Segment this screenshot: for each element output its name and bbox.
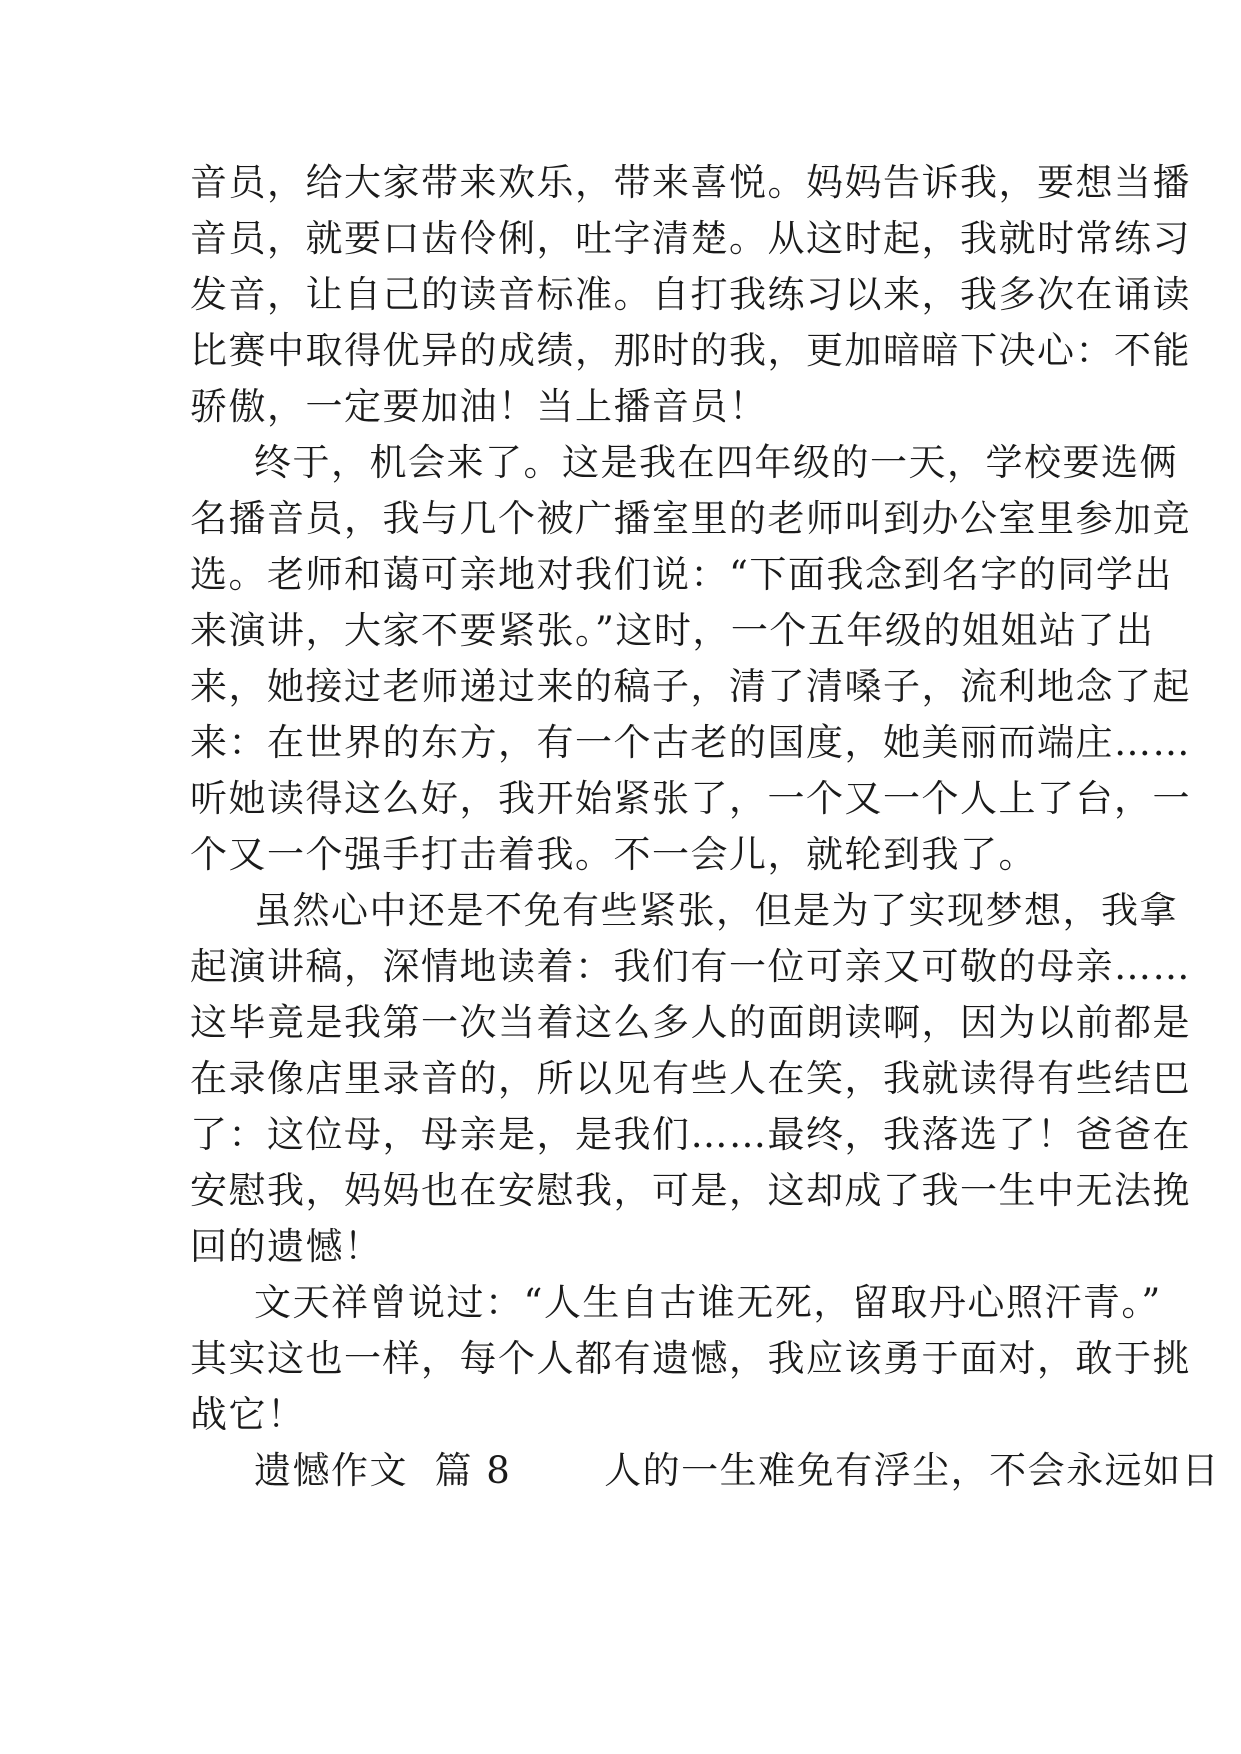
text-line: 名播音员，我与几个被广播室里的老师叫到办公室里参加竞 xyxy=(190,497,1191,540)
text-line: 了：这位母，母亲是，是我们……最终，我落选了！爸爸在 xyxy=(190,1113,1191,1156)
text-line: 起演讲稿，深情地读着：我们有一位可亲又可敬的母亲…… xyxy=(190,945,1191,988)
paragraph-start-line: 终于，机会来了。这是我在四年级的一天，学校要选俩 xyxy=(254,441,1178,484)
text-line: 来：在世界的东方，有一个古老的国度，她美丽而端庄…… xyxy=(190,721,1191,764)
paragraph-start-line: 文天祥曾说过：“人生自古谁无死，留取丹心照汗青。” xyxy=(254,1281,1162,1324)
text-line: 安慰我，妈妈也在安慰我，可是，这却成了我一生中无法挽 xyxy=(190,1169,1191,1212)
text-line: 这毕竟是我第一次当着这么多人的面朗读啊，因为以前都是 xyxy=(190,1001,1191,1044)
text-line: 来演讲，大家不要紧张。”这时，一个五年级的姐姐站了出 xyxy=(190,609,1155,652)
text-line: 音员，给大家带来欢乐，带来喜悦。妈妈告诉我，要想当播 xyxy=(190,161,1191,204)
text-line: 回的遗憾！ xyxy=(190,1225,383,1268)
text-line: 骄傲，一定要加油！当上播音员！ xyxy=(190,385,768,428)
text-line: 比赛中取得优异的成绩，那时的我，更加暗暗下决心：不能 xyxy=(190,329,1191,372)
text-line: 战它！ xyxy=(190,1393,306,1436)
text-line: 听她读得这么好，我开始紧张了，一个又一个人上了台，一 xyxy=(190,777,1191,820)
text-line: 发音，让自己的读音标准。自打我练习以来，我多次在诵读 xyxy=(190,273,1191,316)
text-line: 其实这也一样，每个人都有遗憾，我应该勇于面对，敢于挑 xyxy=(190,1337,1191,1380)
text-line: 在录像店里录音的，所以见有些人在笑，我就读得有些结巴 xyxy=(190,1057,1191,1100)
text-line: 选。老师和蔼可亲地对我们说：“下面我念到名字的同学出 xyxy=(190,553,1173,596)
text-line: 音员，就要口齿伶俐，吐字清楚。从这时起，我就时常练习 xyxy=(190,217,1191,260)
text-line: 个又一个强手打击着我。不一会儿，就轮到我了。 xyxy=(190,833,1037,876)
text-line: 来，她接过老师递过来的稿子，清了清嗓子，流利地念了起 xyxy=(190,665,1191,708)
paragraph-start-line: 虽然心中还是不免有些紧张，但是为了实现梦想，我拿 xyxy=(254,889,1178,932)
section-heading-line: 遗憾作文 篇 8 人的一生难免有浮尘，不会永远如日 xyxy=(254,1449,1221,1492)
